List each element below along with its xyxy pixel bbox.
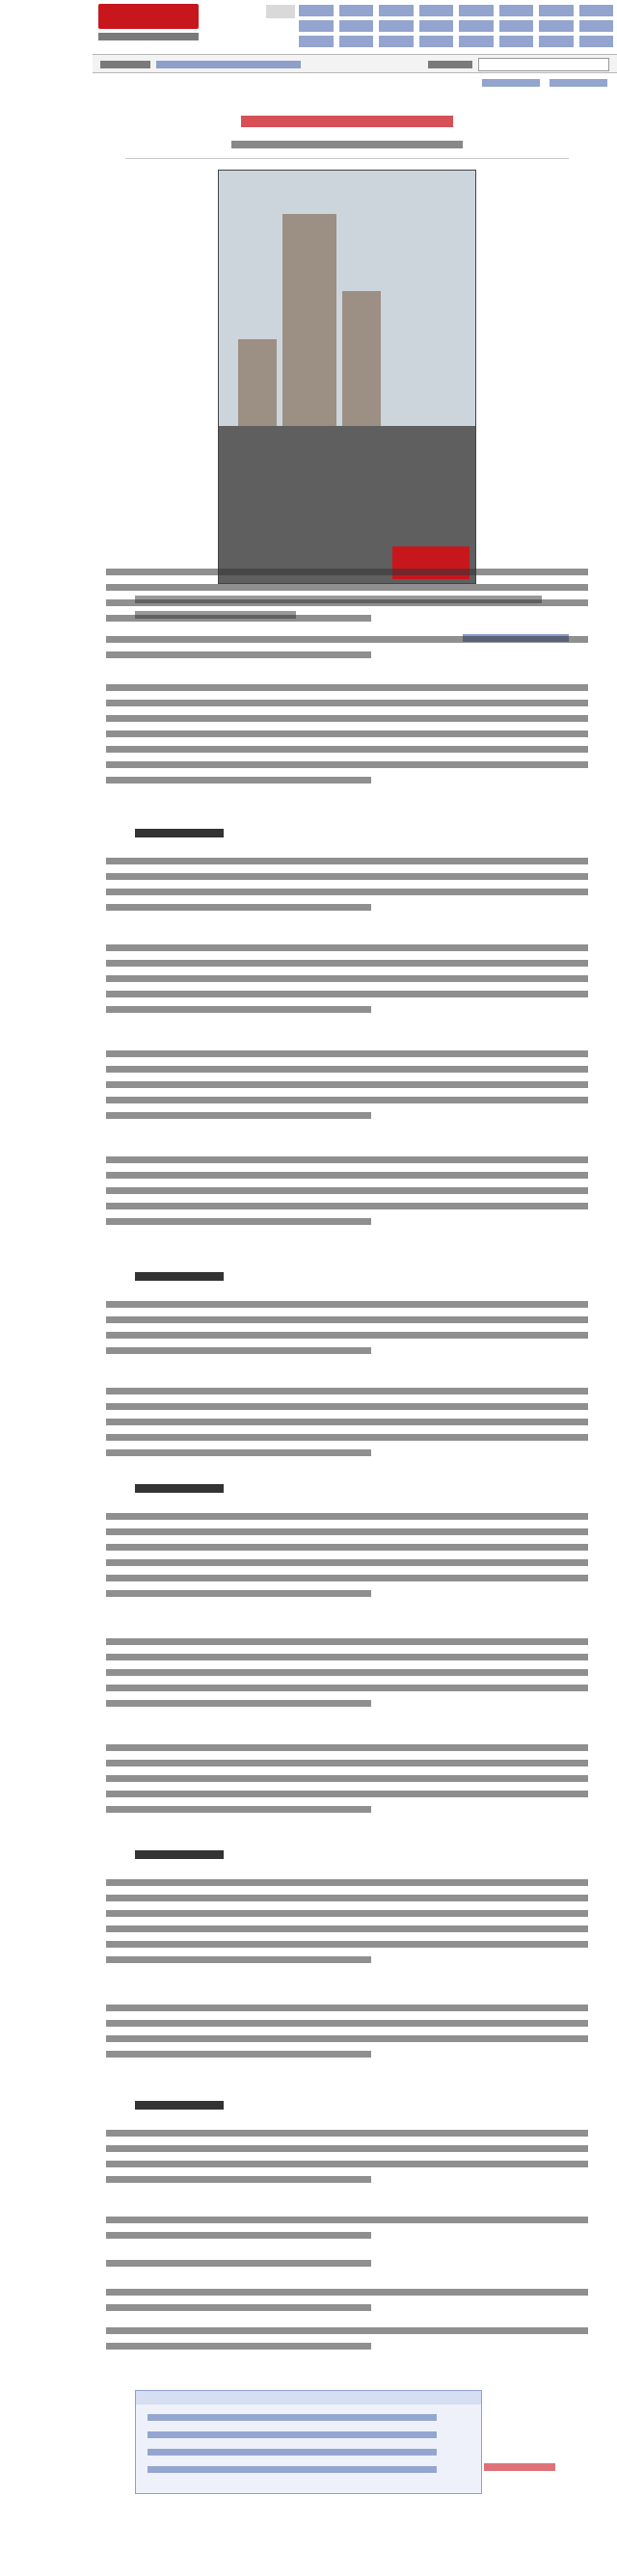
editor-credit bbox=[484, 2463, 555, 2471]
location-bar bbox=[93, 54, 617, 73]
article-paragraph bbox=[106, 569, 588, 630]
article-paragraph bbox=[106, 1388, 588, 1465]
top-nav bbox=[266, 3, 617, 47]
logo-wordmark bbox=[98, 4, 199, 29]
related-link[interactable] bbox=[148, 2466, 437, 2473]
related-link[interactable] bbox=[148, 2431, 437, 2438]
article-paragraph bbox=[106, 944, 588, 1022]
related-link[interactable] bbox=[148, 2449, 437, 2456]
nav-row-2[interactable] bbox=[299, 20, 613, 32]
article-paragraph bbox=[106, 858, 588, 919]
article-dateline bbox=[231, 141, 463, 148]
article-paragraph bbox=[106, 684, 588, 792]
search-label bbox=[428, 61, 472, 68]
site-logo[interactable] bbox=[98, 4, 214, 44]
nav-row-1[interactable] bbox=[299, 5, 613, 16]
section-heading bbox=[135, 1850, 224, 1859]
article-paragraph bbox=[106, 1638, 588, 1715]
section-heading bbox=[135, 2101, 224, 2110]
article-paragraph bbox=[106, 1156, 588, 1234]
logo-url bbox=[98, 33, 199, 40]
title-divider bbox=[125, 158, 569, 159]
related-title bbox=[136, 2391, 481, 2404]
section-heading bbox=[135, 1272, 224, 1281]
article-paragraph bbox=[106, 1513, 588, 1606]
article-paragraph bbox=[106, 1744, 588, 1821]
related-link[interactable] bbox=[148, 2414, 437, 2421]
article-paragraph bbox=[106, 1879, 588, 1972]
article-photo[interactable] bbox=[218, 170, 476, 584]
article-paragraph bbox=[106, 2217, 588, 2247]
nav-tag bbox=[266, 5, 295, 18]
section-heading bbox=[135, 1484, 224, 1493]
article-paragraph bbox=[106, 1050, 588, 1128]
article-paragraph bbox=[106, 2130, 588, 2191]
font-small-link[interactable] bbox=[550, 79, 607, 87]
font-size-links bbox=[482, 77, 613, 89]
article-paragraph bbox=[106, 1301, 588, 1363]
article-paragraph bbox=[106, 2327, 588, 2358]
font-large-link[interactable] bbox=[482, 79, 540, 87]
photo-building bbox=[238, 339, 277, 426]
photo-building bbox=[282, 214, 336, 426]
photo-building bbox=[342, 291, 381, 426]
article-paragraph bbox=[106, 2289, 588, 2320]
related-news bbox=[135, 2390, 482, 2494]
site-header bbox=[93, 0, 617, 50]
section-heading bbox=[135, 829, 224, 837]
nav-row-3[interactable] bbox=[299, 36, 613, 47]
article-paragraph bbox=[106, 2260, 588, 2275]
search-input[interactable] bbox=[478, 58, 609, 71]
breadcrumb[interactable] bbox=[156, 61, 301, 68]
location-label bbox=[100, 61, 150, 68]
article-paragraph bbox=[106, 2005, 588, 2066]
article-paragraph bbox=[106, 636, 588, 667]
article-title bbox=[241, 116, 453, 127]
